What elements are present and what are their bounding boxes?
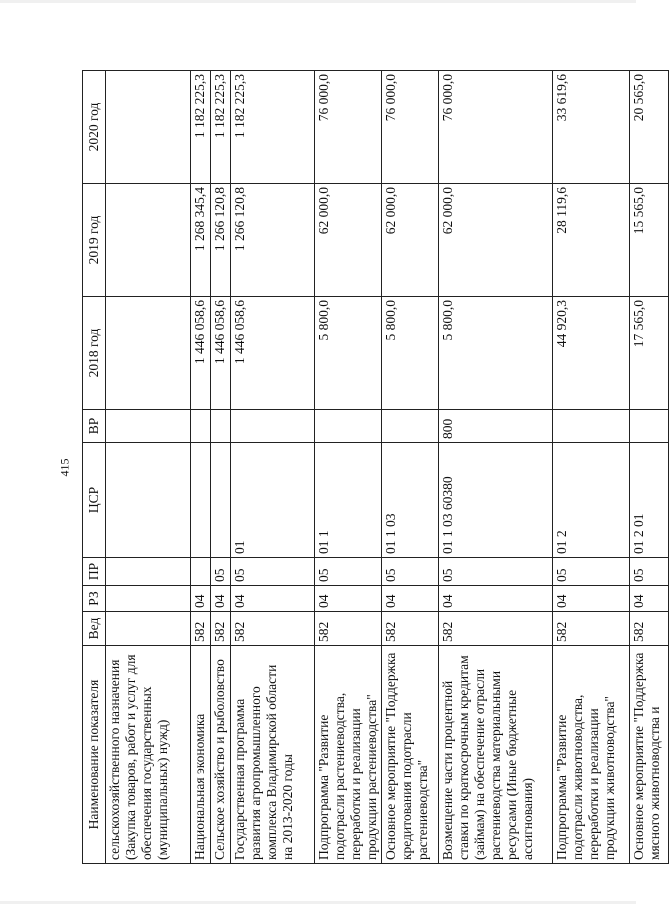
cell-csr <box>106 443 191 558</box>
cell-2020: 33 619,6 <box>553 71 630 184</box>
page-number: 415 <box>57 458 72 477</box>
cell-ved <box>106 612 191 646</box>
header-2019: 2019 год <box>83 184 106 297</box>
cell-2019: 62 000,0 <box>439 184 553 297</box>
cell-rz: 04 <box>553 586 630 612</box>
cell-ved: 582 <box>315 612 382 646</box>
table-row <box>211 71 231 864</box>
cell-2018: 1 446 058,6 <box>211 297 231 410</box>
table-row <box>231 71 315 864</box>
cell-pr: 05 <box>211 558 231 586</box>
cell-pr: 05 <box>315 558 382 586</box>
cell-name: Возмещение части процентной ставки по краткосрочным кредитам (займам) на обеспечение отрасли растениеводства материальными ресурсами (Иные бюджетные ассигнования) <box>439 646 553 864</box>
cell-pr: 05 <box>382 558 439 586</box>
cell-vr <box>231 410 315 443</box>
cell-ved: 582 <box>553 612 630 646</box>
cell-2020: 1 182 225,3 <box>191 71 211 184</box>
cell-name: Подпрограмма "Развитие подотрасли животноводства, переработки и реализации продукции животноводства" <box>553 646 630 864</box>
cell-csr <box>191 443 211 558</box>
header-2018: 2018 год <box>83 297 106 410</box>
table-row <box>439 71 553 864</box>
header-name: Наименование показателя <box>83 646 106 864</box>
cell-2020: 1 182 225,3 <box>231 71 315 184</box>
cell-name: Основное мероприятие "Поддержка мясного животноводства и <box>630 646 669 864</box>
cell-2018: 44 920,3 <box>553 297 630 410</box>
cell-ved: 582 <box>630 612 669 646</box>
cell-vr <box>106 410 191 443</box>
table-row <box>315 71 382 864</box>
cell-2018: 17 565,0 <box>630 297 669 410</box>
table-row <box>382 71 439 864</box>
cell-2020: 76 000,0 <box>315 71 382 184</box>
cell-2019: 28 119,6 <box>553 184 630 297</box>
cell-2019: 1 268 345,4 <box>191 184 211 297</box>
cell-name: Национальная экономика <box>191 646 211 864</box>
cell-csr: 01 1 03 <box>382 443 439 558</box>
cell-csr: 01 <box>231 443 315 558</box>
cell-pr <box>106 558 191 586</box>
scan-top-edge <box>0 0 636 3</box>
header-pr: ПР <box>83 558 106 586</box>
cell-ved: 582 <box>231 612 315 646</box>
cell-2019: 1 266 120,8 <box>211 184 231 297</box>
cell-rz: 04 <box>191 586 211 612</box>
cell-2018: 5 800,0 <box>315 297 382 410</box>
table-row <box>630 71 669 864</box>
cell-csr <box>211 443 231 558</box>
cell-2020: 20 565,0 <box>630 71 669 184</box>
cell-ved: 582 <box>439 612 553 646</box>
cell-2020: 1 182 225,3 <box>211 71 231 184</box>
cell-name: сельскохозяйственного назначения (Закупка товаров, работ и услуг для обеспечения государственных (муниципальных) нужд) <box>106 646 191 864</box>
cell-2019: 62 000,0 <box>315 184 382 297</box>
header-ved: Вед <box>83 612 106 646</box>
header-vr: ВР <box>83 410 106 443</box>
cell-2018: 5 800,0 <box>382 297 439 410</box>
cell-rz: 04 <box>315 586 382 612</box>
budget-table-area <box>82 71 662 864</box>
cell-name: Сельское хозяйство и рыболовство <box>211 646 231 864</box>
cell-2019: 1 266 120,8 <box>231 184 315 297</box>
table-header-row <box>83 71 106 864</box>
cell-rz: 04 <box>231 586 315 612</box>
table-row <box>191 71 211 864</box>
cell-rz <box>106 586 191 612</box>
cell-2019 <box>106 184 191 297</box>
cell-2018 <box>106 297 191 410</box>
cell-vr <box>553 410 630 443</box>
cell-csr: 01 2 01 <box>630 443 669 558</box>
cell-csr: 01 1 03 60380 <box>439 443 553 558</box>
cell-csr: 01 1 <box>315 443 382 558</box>
cell-vr <box>382 410 439 443</box>
cell-vr <box>315 410 382 443</box>
header-rz: РЗ <box>83 586 106 612</box>
cell-ved: 582 <box>211 612 231 646</box>
cell-2018: 1 446 058,6 <box>191 297 211 410</box>
cell-pr: 05 <box>553 558 630 586</box>
cell-name: Основное мероприятие "Поддержка кредитования подотрасли растениеводства" <box>382 646 439 864</box>
cell-2020 <box>106 71 191 184</box>
cell-vr <box>211 410 231 443</box>
header-csr: ЦСР <box>83 443 106 558</box>
header-2020: 2020 год <box>83 71 106 184</box>
cell-name: Государственная программа развития агропромышленного комплекса Владимирской области на 2013-2020 годы <box>231 646 315 864</box>
cell-2018: 1 446 058,6 <box>231 297 315 410</box>
cell-vr <box>630 410 669 443</box>
cell-pr: 05 <box>439 558 553 586</box>
rotated-table-container <box>82 71 662 864</box>
cell-pr: 05 <box>630 558 669 586</box>
cell-name: Подпрограмма "Развитие подотрасли растениеводства, переработки и реализации продукции растениеводства" <box>315 646 382 864</box>
table-row <box>106 71 191 864</box>
cell-rz: 04 <box>211 586 231 612</box>
cell-ved: 582 <box>191 612 211 646</box>
budget-table <box>82 70 669 864</box>
cell-2019: 62 000,0 <box>382 184 439 297</box>
cell-vr: 800 <box>439 410 553 443</box>
cell-pr <box>191 558 211 586</box>
cell-vr <box>191 410 211 443</box>
cell-rz: 04 <box>382 586 439 612</box>
table-row <box>553 71 630 864</box>
cell-2020: 76 000,0 <box>439 71 553 184</box>
cell-csr: 01 2 <box>553 443 630 558</box>
cell-rz: 04 <box>630 586 669 612</box>
cell-2018: 5 800,0 <box>439 297 553 410</box>
cell-ved: 582 <box>382 612 439 646</box>
cell-2019: 15 565,0 <box>630 184 669 297</box>
cell-rz: 04 <box>439 586 553 612</box>
cell-2020: 76 000,0 <box>382 71 439 184</box>
cell-pr: 05 <box>231 558 315 586</box>
